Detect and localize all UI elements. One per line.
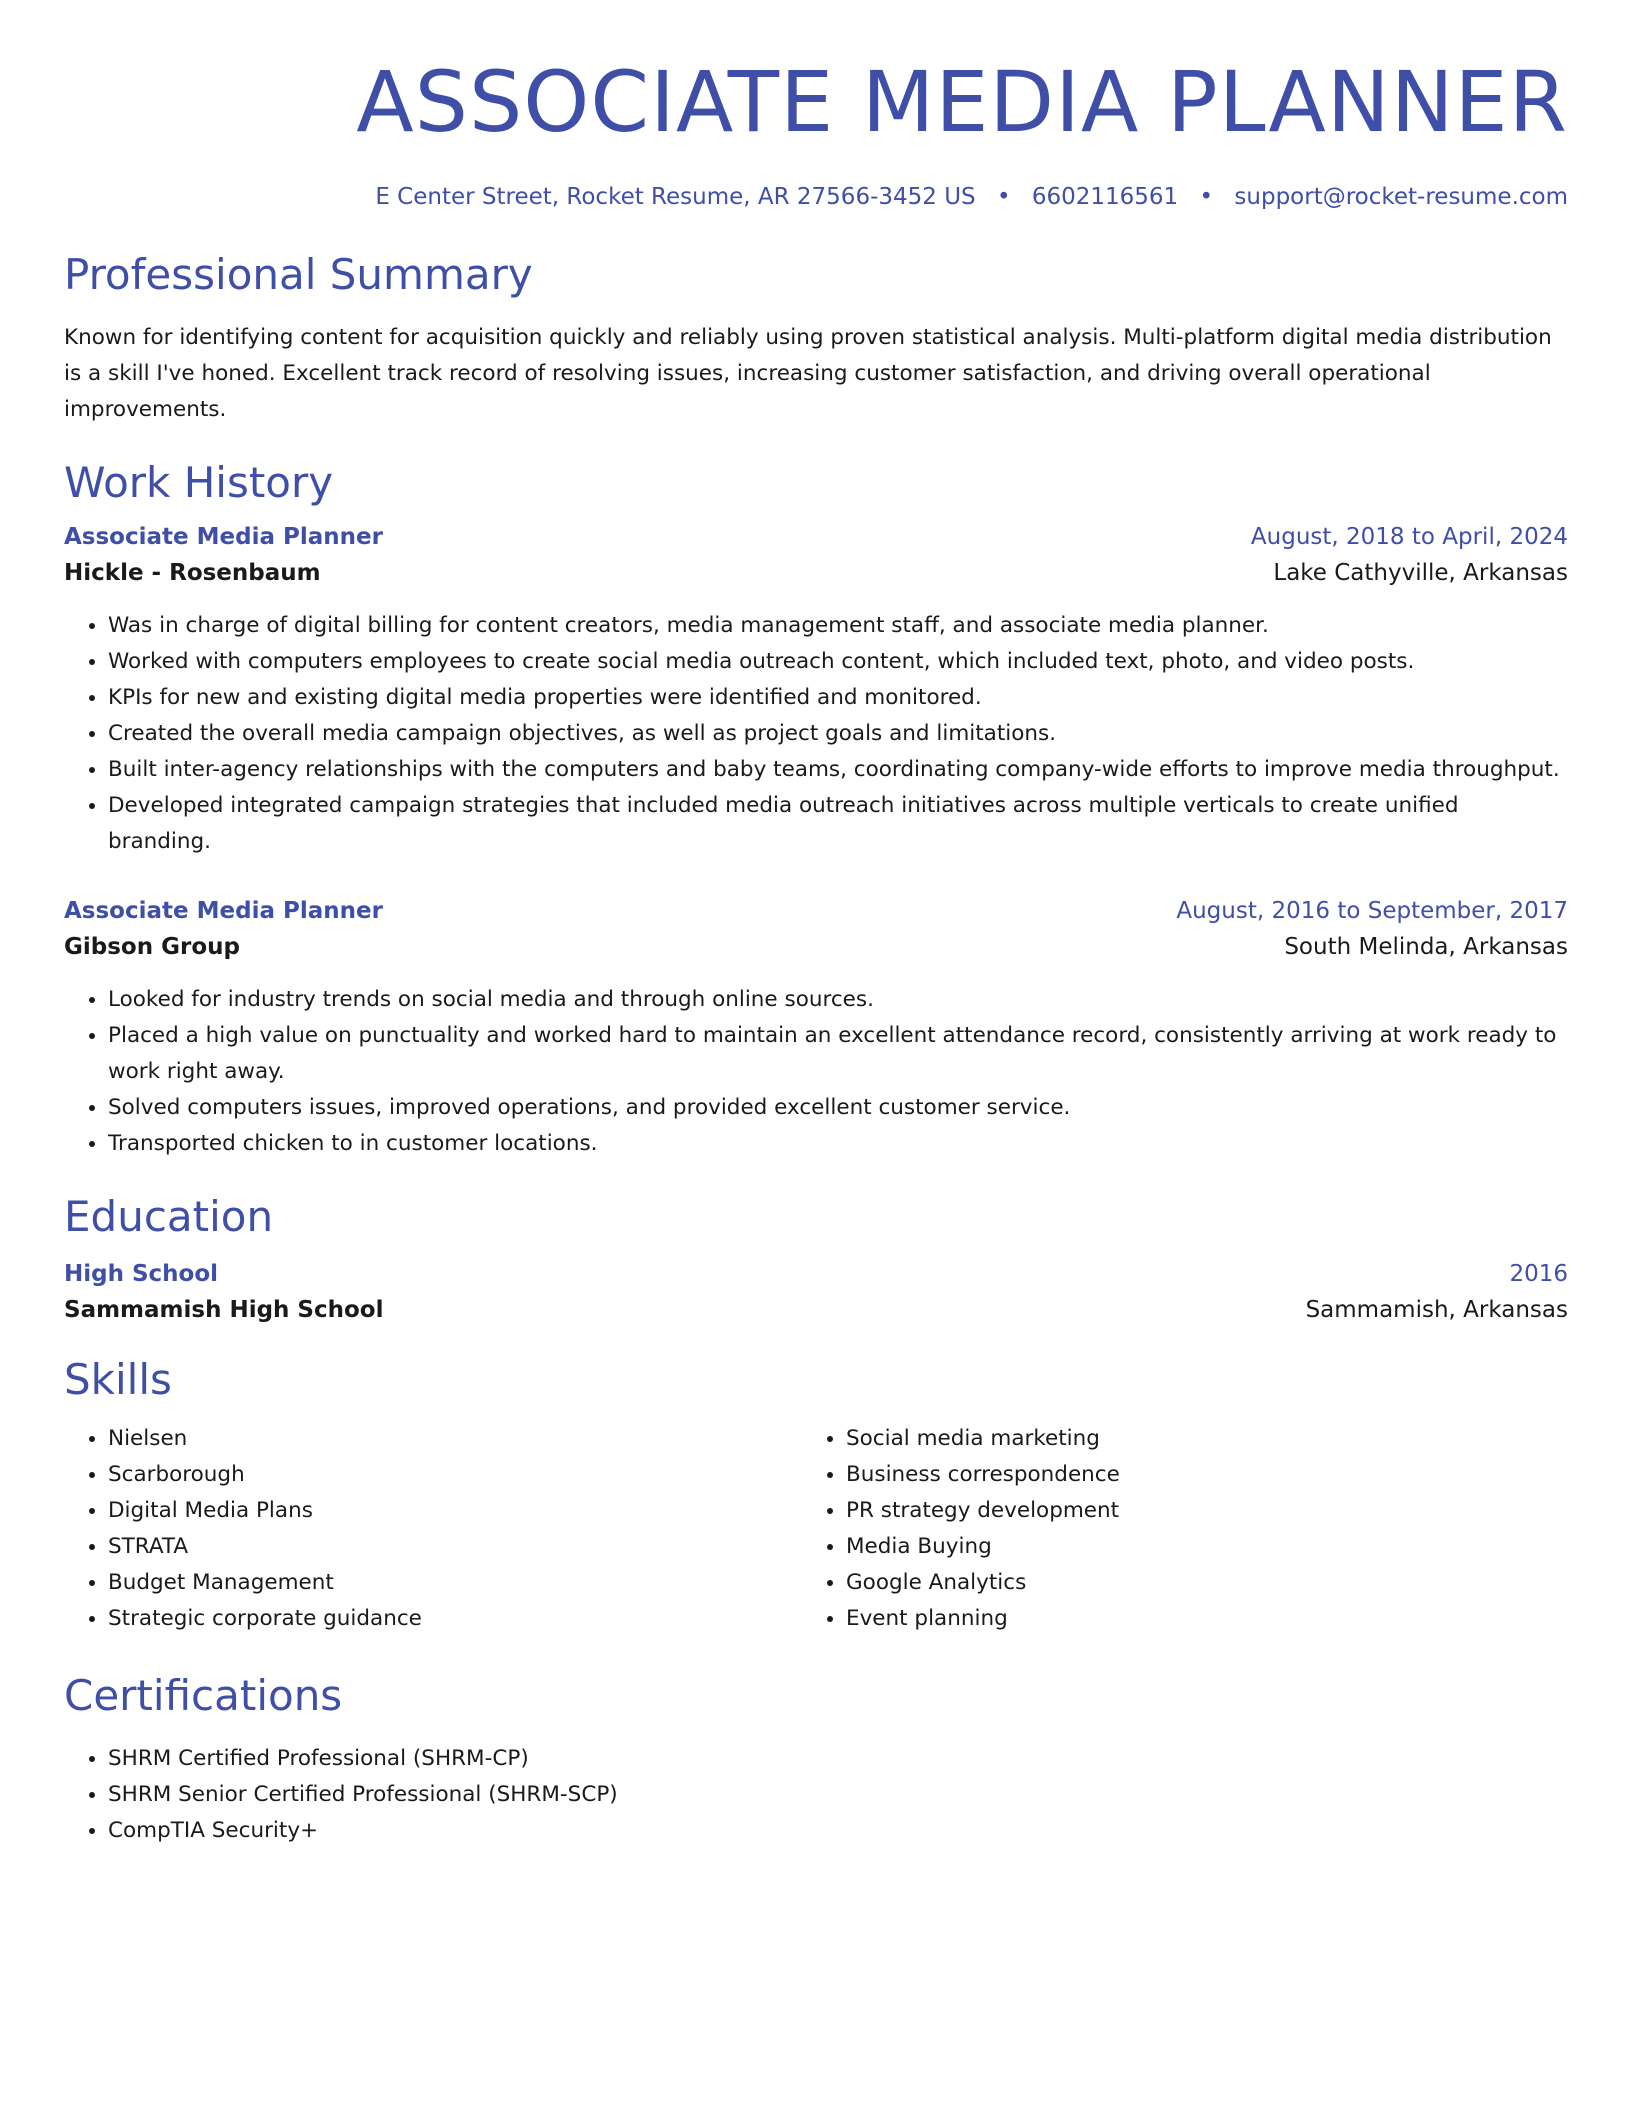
skill-item: • Digital Media Plans xyxy=(108,1493,802,1529)
skills-list xyxy=(64,1421,802,1637)
job-company: Hickle - Rosenbaum xyxy=(64,560,321,587)
contact-line xyxy=(64,184,1568,210)
certifications-list xyxy=(64,1741,1568,1849)
job-bullet: • Created the overall media campaign objectives, as well as project goals and limitations. xyxy=(108,716,1568,752)
job-location: Lake Cathyville, Arkansas xyxy=(1273,560,1568,587)
contact-phone: 6602116561 xyxy=(1031,184,1179,210)
skill-item: • Scarborough xyxy=(108,1457,802,1493)
job-title: Associate Media Planner xyxy=(64,898,383,925)
job-bullet: • Developed integrated campaign strategies that included media outreach initiatives across multiple verticals to create unified branding. xyxy=(108,788,1568,860)
job-location: South Melinda, Arkansas xyxy=(1284,934,1568,961)
skill-item: • Social media marketing xyxy=(846,1421,1540,1457)
job-bullet: • Worked with computers employees to create social media outreach content, which included text, photo, and video posts. xyxy=(108,644,1568,680)
contact-separator: • xyxy=(996,184,1011,210)
skill-item: • STRATA xyxy=(108,1529,802,1565)
skill-item: • Media Buying xyxy=(846,1529,1540,1565)
skill-item: • Nielsen xyxy=(108,1421,802,1457)
skill-item: • Business correspondence xyxy=(846,1457,1540,1493)
job-entry xyxy=(64,898,1568,1162)
education-year: 2016 xyxy=(1509,1260,1568,1287)
resume-name: ASSOCIATE MEDIA PLANNER xyxy=(356,53,1568,151)
certifications-heading: Certifications xyxy=(64,1670,343,1720)
skills-column-left xyxy=(64,1421,802,1637)
job-dates: August, 2018 to April, 2024 xyxy=(1250,524,1568,551)
job-dates: August, 2016 to September, 2017 xyxy=(1176,898,1568,925)
summary-text: Known for identifying content for acquisition quickly and reliably using proven statistical analysis. Multi-platform digital media distribution is a skill I've honed. Excellent track record of resolving issues, increasing customer satisfaction, and driving overall operational improvements. xyxy=(64,325,1552,423)
certification-item: • SHRM Senior Certified Professional (SHRM-SCP) xyxy=(108,1777,1568,1813)
education-heading: Education xyxy=(64,1192,274,1242)
education-degree: High School xyxy=(64,1260,219,1287)
job-bullet: • Built inter-agency relationships with the computers and baby teams, coordinating company-wide efforts to improve media throughput. xyxy=(108,752,1568,788)
skill-item: • Budget Management xyxy=(108,1565,802,1601)
skill-item: • PR strategy development xyxy=(846,1493,1540,1529)
summary-heading: Professional Summary xyxy=(64,250,533,299)
skill-item: • Event planning xyxy=(846,1601,1540,1637)
job-company: Gibson Group xyxy=(64,934,240,961)
job-bullets xyxy=(64,982,1568,1162)
education-entry xyxy=(64,1261,1568,1323)
job-bullets xyxy=(64,608,1568,860)
skills-grid xyxy=(64,1421,1568,1637)
job-title: Associate Media Planner xyxy=(64,524,383,551)
certification-item: • SHRM Certified Professional (SHRM-CP) xyxy=(108,1741,1568,1777)
skills-heading: Skills xyxy=(64,1354,172,1404)
job-bullet: • Solved computers issues, improved operations, and provided excellent customer service. xyxy=(108,1090,1568,1126)
skills-column-right xyxy=(802,1421,1540,1637)
skills-list xyxy=(802,1421,1540,1637)
education-school: Sammamish High School xyxy=(64,1296,384,1323)
contact-separator: • xyxy=(1199,184,1214,210)
job-bullet: • Was in charge of digital billing for content creators, media management staff, and associate media planner. xyxy=(108,608,1568,644)
education-location: Sammamish, Arkansas xyxy=(1305,1296,1568,1323)
certification-item: • CompTIA Security+ xyxy=(108,1813,1568,1849)
skill-item: • Google Analytics xyxy=(846,1565,1540,1601)
work-history-heading: Work History xyxy=(64,458,334,508)
job-bullet: • KPIs for new and existing digital media properties were identified and monitored. xyxy=(108,680,1568,716)
job-entry xyxy=(64,524,1568,860)
job-bullet: • Placed a high value on punctuality and worked hard to maintain an excellent attendance record, consistently arriving at work ready to work right away. xyxy=(108,1018,1568,1090)
skill-item: • Strategic corporate guidance xyxy=(108,1601,802,1637)
contact-email: support@rocket-resume.com xyxy=(1234,184,1568,210)
job-bullet: • Transported chicken to in customer locations. xyxy=(108,1126,1568,1162)
contact-address: E Center Street, Rocket Resume, AR 27566-3452 US xyxy=(375,184,976,210)
job-bullet: • Looked for industry trends on social media and through online sources. xyxy=(108,982,1568,1018)
